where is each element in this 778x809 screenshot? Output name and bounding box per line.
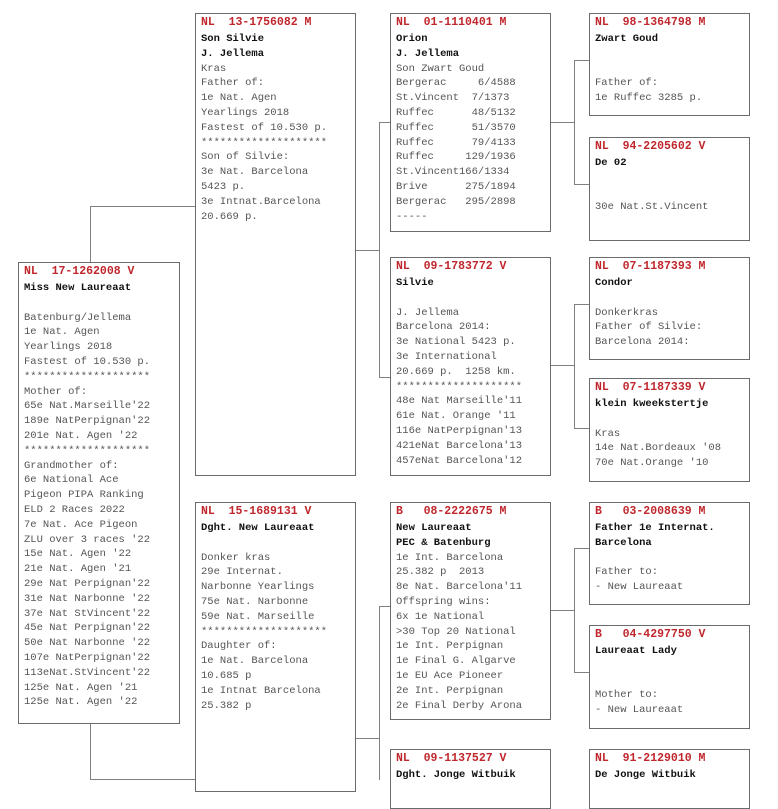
pigeon-card-sd-dam[interactable] bbox=[589, 378, 750, 482]
info-line: 1e EU Ace Pioneer bbox=[396, 669, 504, 682]
connector bbox=[90, 206, 91, 262]
info-line: 1e Int. Barcelona bbox=[396, 551, 504, 564]
pigeon-card-dam[interactable] bbox=[195, 502, 356, 792]
pigeon-name: Dght. Jonge Witbuik bbox=[396, 769, 516, 781]
pigeon-card-sire[interactable] bbox=[195, 13, 356, 476]
pigeon-card-dam-sire[interactable] bbox=[390, 502, 551, 720]
pigeon-name: Condor bbox=[595, 277, 633, 289]
info-line: 20.669 p. bbox=[201, 210, 258, 223]
info-line: 45e Nat Perpignan'22 bbox=[24, 622, 151, 635]
pigeon-name: New Laureaat bbox=[396, 522, 472, 534]
info-line: 75e Nat. Narbonne bbox=[201, 595, 309, 608]
pigeon-name: Miss New Laureaat bbox=[24, 282, 132, 294]
pigeon-name: Son Silvie bbox=[201, 33, 265, 45]
info-line bbox=[24, 296, 179, 311]
connector bbox=[550, 610, 574, 611]
info-line: 116e NatPerpignan'13 bbox=[396, 424, 523, 437]
info-line: 30e Nat.St.Vincent bbox=[595, 201, 709, 214]
info-line: 1e Ruffec 3285 p. bbox=[595, 92, 703, 105]
info-line: 70e Nat.Orange '10 bbox=[595, 457, 709, 470]
info-line: ******************** bbox=[24, 370, 151, 383]
pigeon-name: De 02 bbox=[595, 157, 627, 169]
info-line: >30 Top 20 National bbox=[396, 625, 516, 638]
connector bbox=[355, 250, 379, 251]
pigeon-card-ss-dam[interactable] bbox=[589, 137, 750, 241]
info-line: Kras bbox=[201, 62, 227, 75]
info-line: ******************** bbox=[201, 136, 328, 149]
info-line: 65e Nat.Marseille'22 bbox=[24, 400, 151, 413]
info-line: 14e Nat.Bordeaux '08 bbox=[595, 442, 722, 455]
info-line: 1e Nat. Barcelona bbox=[201, 655, 309, 668]
info-line: 1e Nat. Agen bbox=[24, 326, 100, 339]
info-line: 457eNat Barcelona'12 bbox=[396, 454, 523, 467]
info-line: Father of: bbox=[201, 77, 265, 90]
info-line: 125e Nat. Agen '22 bbox=[24, 696, 138, 709]
info-line bbox=[595, 551, 749, 566]
connector bbox=[574, 304, 590, 305]
info-line bbox=[595, 62, 749, 77]
info-line bbox=[595, 412, 749, 427]
info-line: Son of Silvie: bbox=[201, 151, 290, 164]
connector bbox=[574, 672, 590, 673]
info-line: 3e Nat. Barcelona bbox=[201, 166, 309, 179]
ring-number: NL 98-1364798 M bbox=[595, 16, 706, 29]
info-line: Bergerac 295/2898 bbox=[396, 195, 516, 208]
ring-number: NL 15-1689131 V bbox=[201, 505, 312, 518]
info-line: 2e Final Derby Arona bbox=[396, 699, 523, 712]
info-line bbox=[595, 291, 749, 306]
info-line: Pigeon PIPA Ranking bbox=[24, 489, 144, 502]
connector bbox=[355, 738, 379, 739]
info-line bbox=[201, 536, 355, 551]
info-line: Yearlings 2018 bbox=[201, 106, 290, 119]
info-line: 59e Nat. Marseille bbox=[201, 610, 315, 623]
info-line bbox=[396, 291, 550, 306]
ring-number: NL 01-1110401 M bbox=[396, 16, 507, 29]
pigeon-card-dam-dam[interactable] bbox=[390, 749, 551, 809]
info-line: 1e Final G. Algarve bbox=[396, 655, 516, 668]
info-line: Father to: bbox=[595, 566, 659, 579]
info-line: 31e Nat Narbonne '22 bbox=[24, 592, 151, 605]
info-line: 7e Nat. Ace Pigeon bbox=[24, 518, 138, 531]
info-line: St.Vincent 7/1373 bbox=[396, 92, 510, 105]
info-line: Kras bbox=[595, 427, 621, 440]
info-line: Brive 275/1894 bbox=[396, 180, 516, 193]
info-line: Father of Silvie: bbox=[595, 321, 703, 334]
info-line: - New Laureaat bbox=[595, 581, 684, 594]
info-line: Batenburg/Jellema bbox=[24, 311, 132, 324]
info-line: 107e NatPerpignan'22 bbox=[24, 651, 151, 664]
info-line: Mother of: bbox=[24, 385, 88, 398]
connector bbox=[379, 606, 380, 780]
info-line: Donker kras bbox=[201, 551, 271, 564]
pigeon-card-sire-dam[interactable] bbox=[390, 257, 551, 476]
info-line: 113eNat.StVincent'22 bbox=[24, 666, 151, 679]
info-line: 8e Nat. Barcelona'11 bbox=[396, 581, 523, 594]
info-line bbox=[595, 171, 749, 186]
info-line: 50e Nat Narbonne '22 bbox=[24, 637, 151, 650]
pigeon-name: Laureaat Lady bbox=[595, 645, 677, 657]
pigeon-name: Barcelona bbox=[595, 536, 652, 549]
ring-number: NL 17-1262008 V bbox=[24, 265, 135, 278]
info-line: ----- bbox=[396, 210, 428, 223]
info-line: Ruffec 129/1936 bbox=[396, 151, 516, 164]
connector bbox=[574, 304, 575, 428]
info-line: ZLU over 3 races '22 bbox=[24, 533, 151, 546]
pigeon-name: Silvie bbox=[396, 277, 434, 289]
info-line bbox=[595, 659, 749, 674]
ring-number: NL 94-2205602 V bbox=[595, 140, 706, 153]
info-line: 21e Nat. Agen '21 bbox=[24, 563, 132, 576]
info-line: 2e Int. Perpignan bbox=[396, 684, 504, 697]
info-line: Barcelona 2014: bbox=[396, 321, 491, 334]
info-line: 125e Nat. Agen '21 bbox=[24, 681, 138, 694]
info-line bbox=[595, 674, 749, 689]
info-line: Ruffec 79/4133 bbox=[396, 136, 516, 149]
pigeon-card-sire-sire[interactable] bbox=[390, 13, 551, 232]
ring-number: NL 13-1756082 M bbox=[201, 16, 312, 29]
info-line: Yearlings 2018 bbox=[24, 341, 113, 354]
pigeon-name: Dght. New Laureaat bbox=[201, 522, 315, 534]
info-line: ******************** bbox=[24, 444, 151, 457]
info-line: 6e National Ace bbox=[24, 474, 119, 487]
connector bbox=[574, 60, 575, 184]
info-line bbox=[595, 47, 749, 62]
info-line: Fastest of 10.530 p. bbox=[201, 121, 328, 134]
pigeon-name: De Jonge Witbuik bbox=[595, 769, 696, 781]
pigeon-card-ds-dam[interactable] bbox=[589, 625, 750, 729]
connector bbox=[574, 184, 590, 185]
info-line: Daughter of: bbox=[201, 640, 277, 653]
connector bbox=[550, 365, 574, 366]
info-line: 3e International bbox=[396, 350, 497, 363]
info-line: Narbonne Yearlings bbox=[201, 581, 315, 594]
info-line: 1e Int. Perpignan bbox=[396, 640, 504, 653]
info-line: Father of: bbox=[595, 77, 659, 90]
info-line: 29e Internat. bbox=[201, 566, 283, 579]
info-line: 20.669 p. 1258 km. bbox=[396, 365, 516, 378]
pigeon-card-subject[interactable] bbox=[18, 262, 180, 724]
info-line: Barcelona 2014: bbox=[595, 336, 690, 349]
info-line: 3e Intnat.Barcelona bbox=[201, 195, 321, 208]
pigeon-name: J. Jellema bbox=[201, 47, 265, 60]
info-line: Donkerkras bbox=[595, 306, 659, 319]
ring-number: NL 91-2129010 M bbox=[595, 752, 706, 765]
connector bbox=[90, 206, 196, 207]
info-line: 25.382 p 2013 bbox=[396, 566, 485, 579]
ring-number: B 08-2222675 M bbox=[396, 505, 507, 518]
info-line: 189e NatPerpignan'22 bbox=[24, 415, 151, 428]
connector bbox=[379, 122, 380, 377]
info-line: ELD 2 Races 2022 bbox=[24, 503, 125, 516]
pigeon-name: PEC & Batenburg bbox=[396, 536, 491, 549]
ring-number: NL 07-1187339 V bbox=[595, 381, 706, 394]
info-line: Fastest of 10.530 p. bbox=[24, 355, 151, 368]
pigeon-name: Zwart Goud bbox=[595, 33, 659, 45]
info-line: 25.382 p bbox=[201, 699, 252, 712]
info-line: ******************** bbox=[396, 380, 523, 393]
info-line: 15e Nat. Agen '22 bbox=[24, 548, 132, 561]
ring-number: B 03-2008639 M bbox=[595, 505, 706, 518]
info-line: Offspring wins: bbox=[396, 595, 491, 608]
info-line: - New Laureaat bbox=[595, 704, 684, 717]
info-line: 61e Nat. Orange '11 bbox=[396, 410, 516, 423]
pigeon-name: Orion bbox=[396, 33, 428, 45]
info-line: Mother to: bbox=[595, 689, 659, 702]
connector bbox=[90, 724, 91, 780]
pigeon-card-sd-sire[interactable] bbox=[589, 257, 750, 360]
connector bbox=[574, 548, 590, 549]
info-line: 421eNat Barcelona'13 bbox=[396, 439, 523, 452]
connector bbox=[550, 122, 574, 123]
info-line: 1e Intnat Barcelona bbox=[201, 684, 321, 697]
connector bbox=[574, 428, 590, 429]
info-line: Grandmother of: bbox=[24, 459, 119, 472]
info-line: 48e Nat Marseille'11 bbox=[396, 395, 523, 408]
pigeon-name: J. Jellema bbox=[396, 47, 460, 60]
ring-number: B 04-4297750 V bbox=[595, 628, 706, 641]
info-line: 201e Nat. Agen '22 bbox=[24, 429, 138, 442]
connector bbox=[574, 60, 590, 61]
ring-number: NL 07-1187393 M bbox=[595, 260, 706, 273]
info-line bbox=[595, 186, 749, 201]
info-line: J. Jellema bbox=[396, 306, 460, 319]
info-line: St.Vincent166/1334 bbox=[396, 166, 510, 179]
info-line: Bergerac 6/4588 bbox=[396, 77, 516, 90]
pigeon-card-ss-sire[interactable] bbox=[589, 13, 750, 116]
info-line: 37e Nat StVincent'22 bbox=[24, 607, 151, 620]
info-line: 3e National 5423 p. bbox=[396, 336, 516, 349]
info-line: 29e Nat Perpignan'22 bbox=[24, 577, 151, 590]
info-line: 5423 p. bbox=[201, 180, 246, 193]
pigeon-card-dd-sire[interactable] bbox=[589, 749, 750, 809]
info-line: Son Zwart Goud bbox=[396, 62, 485, 75]
info-line: Ruffec 48/5132 bbox=[396, 106, 516, 119]
ring-number: NL 09-1783772 V bbox=[396, 260, 507, 273]
connector bbox=[574, 548, 575, 672]
ring-number: NL 09-1137527 V bbox=[396, 752, 507, 765]
pigeon-card-ds-sire[interactable] bbox=[589, 502, 750, 605]
info-line: 10.685 p bbox=[201, 669, 252, 682]
info-line: 1e Nat. Agen bbox=[201, 92, 277, 105]
pigeon-name: klein kweekstertje bbox=[595, 398, 709, 410]
info-line: Ruffec 51/3570 bbox=[396, 121, 516, 134]
info-line: 6x 1e National bbox=[396, 610, 485, 623]
info-line: ******************** bbox=[201, 625, 328, 638]
pigeon-name: Father 1e Internat. bbox=[595, 522, 715, 534]
